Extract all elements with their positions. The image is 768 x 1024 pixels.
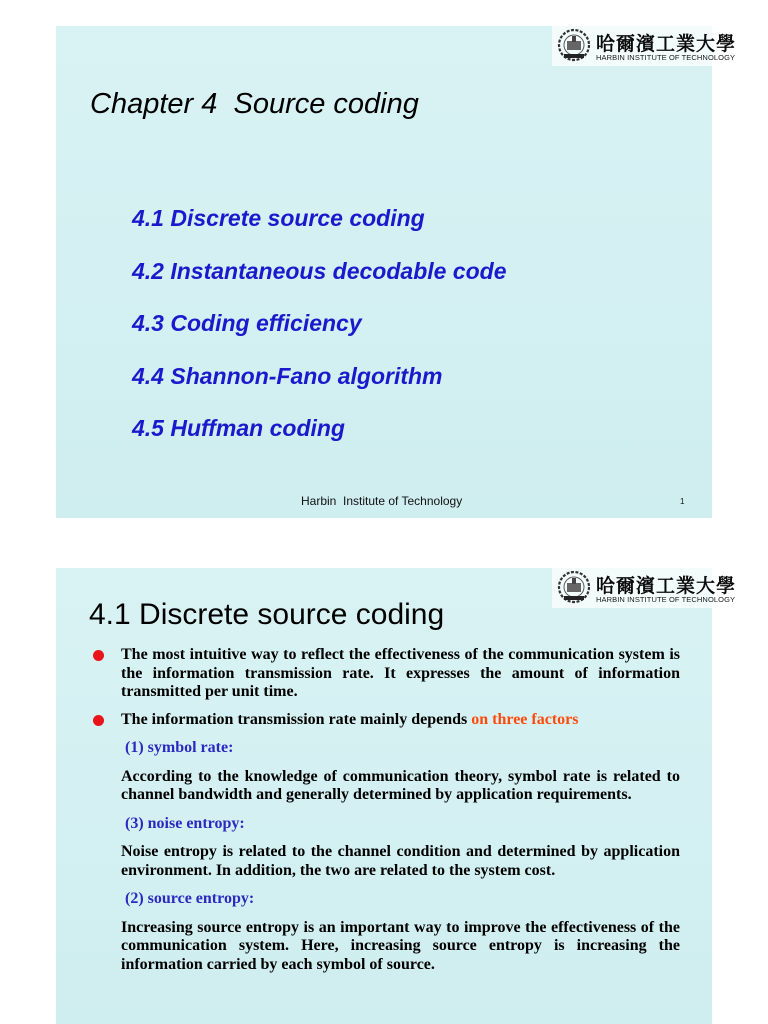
- logo-chinese-name: 哈爾濱工業大學: [596, 33, 737, 55]
- chapter-title: Chapter 4 Source coding: [90, 88, 419, 120]
- bullet-text: The most intuitive way to reflect the effectiveness of the communication system is the information transmission rate. It expresses the amount of information transmitted per unit time.: [121, 646, 680, 700]
- section-title: 4.1 Discrete source coding: [89, 598, 445, 631]
- bullet-dot-icon: [93, 715, 104, 726]
- toc-item: 4.2 Instantaneous decodable code: [132, 257, 507, 284]
- university-seal-icon: [554, 28, 594, 62]
- bullet-text: The information transmission rate mainly depends: [121, 710, 472, 728]
- hit-logo: [552, 568, 737, 608]
- slide-1: [56, 26, 737, 518]
- page-number: 1: [680, 497, 685, 506]
- factor-body: Increasing source entropy is an important way to improve the effectiveness of the communication system. Here, increasing source entropy is increasing the information carried by each symbol of source.: [121, 918, 680, 973]
- hit-logo: [552, 26, 737, 66]
- highlight-text: on three factors: [471, 710, 579, 728]
- factor-body: Noise entropy is related to the channel condition and determined by application environment. In addition, the two are related to the system cost.: [121, 843, 680, 879]
- table-of-contents: [132, 204, 507, 467]
- logo-english-name: HARBIN INSTITUTE OF TECHNOLOGY: [596, 595, 736, 604]
- logo-chinese-name: 哈爾濱工業大學: [596, 575, 737, 597]
- toc-item: 4.1 Discrete source coding: [132, 205, 425, 231]
- factor-heading: (1) symbol rate:: [125, 739, 234, 756]
- slide-2: [56, 568, 737, 1024]
- university-seal-icon: [554, 570, 594, 604]
- toc-item: 4.4 Shannon-Fano algorithm: [132, 362, 443, 389]
- bullet-item: [56, 711, 712, 730]
- slide-footer: Harbin Institute of Technology: [301, 494, 463, 508]
- bullet-item: [56, 646, 712, 702]
- toc-item: 4.5 Huffman coding: [132, 415, 345, 441]
- slide-content: [56, 646, 712, 974]
- logo-english-name: HARBIN INSTITUTE OF TECHNOLOGY: [596, 53, 736, 62]
- factor-heading: (2) source entropy:: [125, 890, 255, 907]
- factor-body: According to the knowledge of communication theory, symbol rate is related to channel bandwidth and generally determined by application requirements.: [121, 767, 680, 803]
- bullet-dot-icon: [93, 650, 104, 661]
- factor-heading: (3) noise entropy:: [125, 814, 245, 832]
- toc-item: 4.3 Coding efficiency: [132, 310, 362, 336]
